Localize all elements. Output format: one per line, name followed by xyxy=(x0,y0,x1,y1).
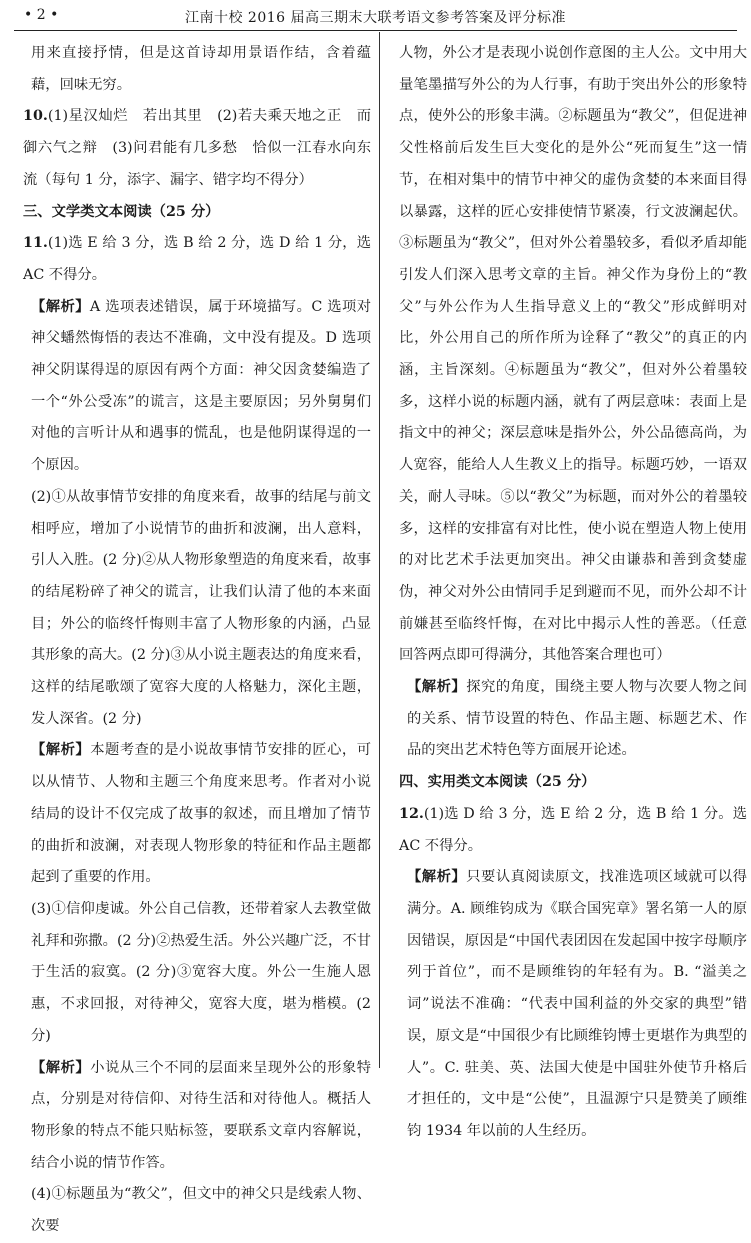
answer-text: (1)选 D 给 3 分，选 E 给 2 分，选 B 给 1 分。选 AC 不得分。 xyxy=(399,805,747,854)
analysis-paragraph xyxy=(399,862,747,1147)
section-heading: 四、实用类文本阅读（25 分） xyxy=(399,774,596,791)
answer-paragraph: (2)①从故事情节安排的角度来看，故事的结尾与前文相呼应，增加了小说情节的曲折和波澜，出人意料，引人入胜。(2 分)②从人物形象塑造的角度来看，故事的结尾粉碎了神父的谎言，让我们认清了他的本来面目；外公的临终忏悔则丰富了人物形象的内涵，凸显其形象的高大。(2 分)③从小说主题表达的角度来看，这样的结尾歌颂了宽容大度的人格魅力，深化主题，发人深省。(2 分) xyxy=(31,488,371,727)
question-number: 12. xyxy=(399,805,424,822)
page-header xyxy=(14,0,737,31)
analysis-tag: 【解析】 xyxy=(31,742,91,759)
document-title: 江南十校 2016 届高三期末大联考语文参考答案及评分标准 xyxy=(184,10,567,26)
analysis-text: 小说从三个不同的层面来呈现外公的形象特点，分别是对待信仰、对待生活和对待他人。概括人物形象的特点不能只贴标签，要联系文章内容解说，结合小说的情节作答。 xyxy=(31,1059,371,1171)
question-answer xyxy=(399,799,747,862)
analysis-text: 本题考查的是小说故事情节安排的匠心，可以从情节、人物和主题三个角度来思考。作者对小说结局的设计不仅完成了故事的叙述，而且增加了情节的曲折和波澜，对表现人物形象的特征和作品主题都起到了重要的作用。 xyxy=(31,742,371,886)
answer-paragraph: (4)①标题虽为“教父”，但文中的神父只是线索人物、次要 xyxy=(31,1186,371,1235)
answer-paragraph: (3)①信仰虔诚。外公自己信教，还带着家人去教堂做礼拜和弥撒。(2 分)②热爱生活。外公兴趣广泛，不甘于生活的寂寞。(2 分)③宽容大度。外公一生施人恩惠，不求回报，对待神父，宽容大度，堪为楷模。(2 分) xyxy=(31,900,371,1044)
answer-text: (1)星汉灿烂 若出其里 (2)若夫乘天地之正 而御六气之辩 (3)问君能有几多愁 恰似一江春水向东流（每句 1 分，添字、漏字、错字均不得分） xyxy=(23,108,371,188)
analysis-tag: 【解析】 xyxy=(31,298,90,315)
analysis-tag: 【解析】 xyxy=(407,869,467,886)
analysis-paragraph xyxy=(23,735,371,894)
analysis-text: A 选项表述错误，属于环境描写。C 选项对神父蟠然悔悟的表达不准确，文中没有提及。D 选项神父阴谋得逞的原因有两个方面：神父因贪婪编造了一个“外公受冻”的谎言，这是主要原因；另外舅舅们对他的言听计从和遇事的慌乱，也是他阴谋得逞的一个原因。 xyxy=(31,298,372,474)
answer-text: (1)选 E 给 3 分，选 B 给 2 分，选 D 给 1 分，选 AC 不得分。 xyxy=(23,235,371,283)
analysis-text: 只要认真阅读原文，找准选项区域就可以得满分。A. 顾维钧成为《联合国宪章》署名第一人的原因错误，原因是“中国代表团因在发起国中按字母顺序列于首位”，而不是顾维钧的年轻有为。B. “溢美之词”说法不准确：“代表中国利益的外交家的典型”错误，原文是“中国很少有比顾维钧博士更堪作为典型的人”。C. 驻美、英、法国大使是中国驻外使节升格后才担任的，文中是“公使”，且温源宁只是赞美了顾维钧 1934 年以前的人生经历。 xyxy=(407,869,747,1139)
page-number: • 2 • xyxy=(24,7,59,23)
question-number: 10. xyxy=(23,108,48,125)
question-answer xyxy=(23,101,371,196)
question-answer xyxy=(23,228,371,291)
section-heading: 三、文学类文本阅读（25 分） xyxy=(23,203,220,220)
analysis-text: 探究的角度，围绕主要人物与次要人物之间的关系、情节设置的特色、作品主题、标题艺术、作品的突出艺术特色等方面展开论述。 xyxy=(407,679,747,759)
analysis-tag: 【解析】 xyxy=(407,679,467,696)
answer-paragraph: 人物，外公才是表现小说创作意图的主人公。文中用大量笔墨描写外公的为人行事，有助于突出外公的形象特点，使外公的形象丰满。②标题虽为“教父”，但促进神父性格前后发生巨大变化的是外公“死而复生”这一情节，在相对集中的情节中神父的虚伪贪婪的本来面目得以暴露，这样的匠心安排使情节紧凑，行文波澜起伏。③标题虽为“教父”，但对外公着墨较多，看似矛盾却能引发人们深入思考文章的主旨。神父作为身份上的“教父”与外公作为人生指导意义上的“教父”形成鲜明对比，外公用自己的所作所为诠释了“教父”的真正的内涵，主旨深刻。④标题虽为“教父”，但对外公着墨较多，这样小说的标题内涵，就有了两层意味：表面上是指文中的神父；深层意味是指外公，外公品德高尚，为人宽容，能给人人生教义上的指导。标题巧妙，一语双关，耐人寻味。⑤以“教父”为标题，而对外公的着墨较多，这样的安排富有对比性，使小说在塑造人物上使用的对比艺术手法更加突出。神父由谦恭和善到贪婪虚伪，神父对外公由情同手足到避而不见，而外公却不计前嫌甚至临终忏悔，在对比中揭示人性的善恶。（任意回答两点即可得满分，其他答案合理也可） xyxy=(399,45,747,664)
right-column xyxy=(399,38,747,1148)
analysis-paragraph xyxy=(23,1053,371,1180)
answer-paragraph: 用来直接抒情，但是这首诗却用景语作结，含着蕴藉，回味无穷。 xyxy=(31,45,371,93)
analysis-paragraph xyxy=(399,672,747,767)
column-divider xyxy=(379,32,380,1068)
left-column xyxy=(23,38,371,1243)
question-number: 11. xyxy=(23,235,48,252)
analysis-paragraph xyxy=(23,292,371,482)
analysis-tag: 【解析】 xyxy=(31,1059,91,1076)
